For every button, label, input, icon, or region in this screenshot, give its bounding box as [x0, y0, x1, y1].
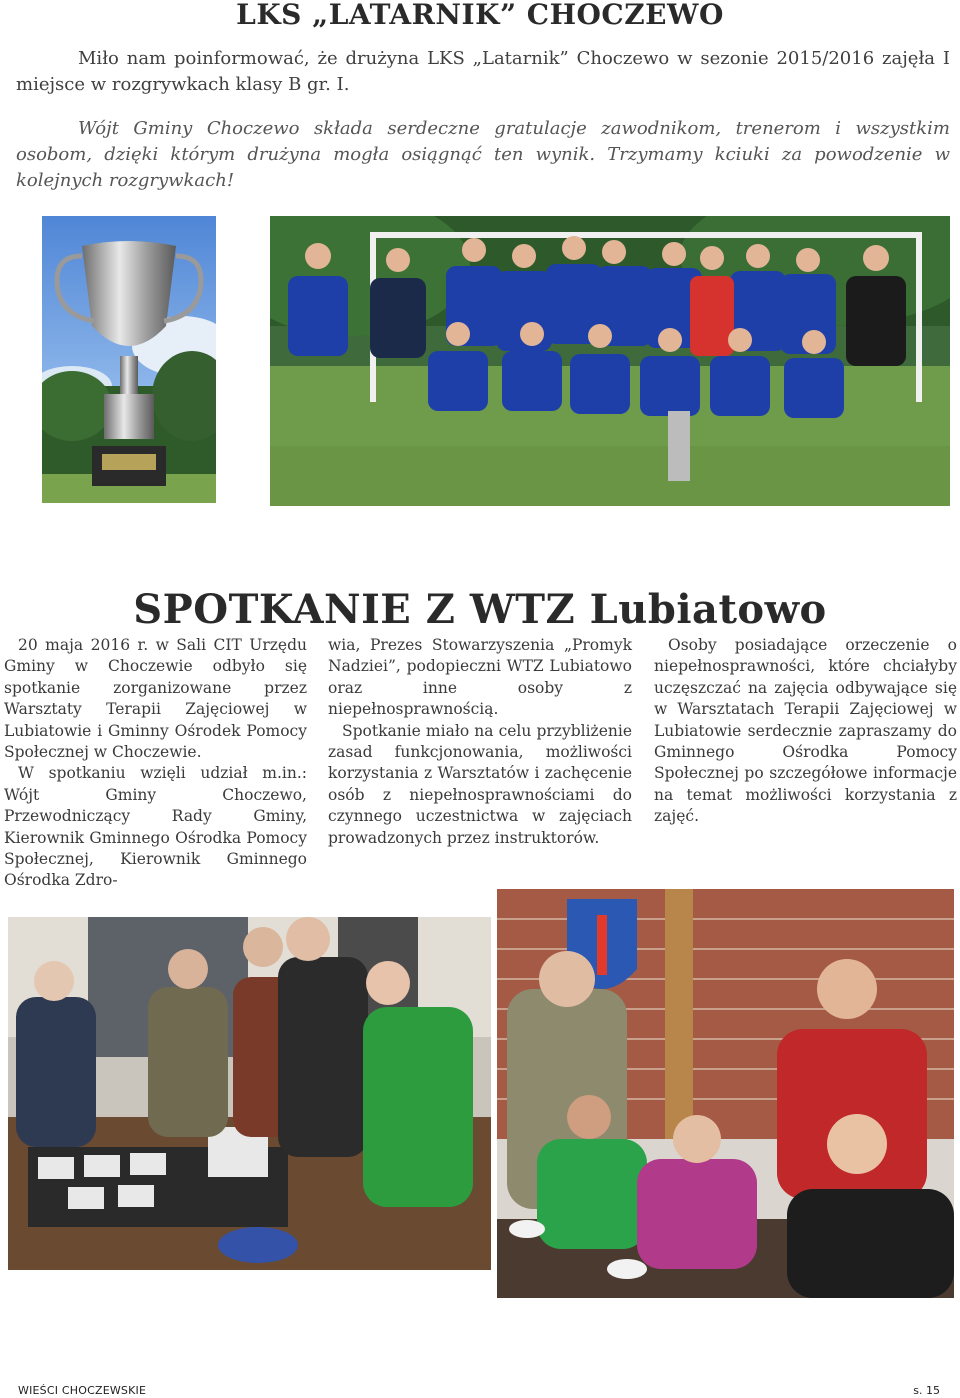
col2-paragraph-1: wia, Prezes Stowarzyszenia „Promyk Nadziei”, podopieczni WTZ Lubiatowo oraz inne osoby z niepełnosprawnością.: [328, 636, 632, 719]
col1-paragraph-1: 20 maja 2016 r. w Sali CIT Urzędu Gminy w Choczewie odbyło się spotkanie zorganizowane przez Warsztaty Terapii Zajęciowej w Lubiatowie i Gminny Ośrodek Pomocy Społecznej w Choczewie.: [4, 636, 307, 762]
article2-column-3: [654, 635, 957, 828]
meeting-photo-right: [497, 889, 954, 1298]
article-paragraph-congratulations: Wójt Gminy Choczewo składa serdeczne gratulacje zawodnikom, trenerom i wszystkim osobom, dzięki którym drużyna mogła osiągnąć ten wynik. Trzymamy kciuki za powodzenie w kolejnych rozgrywkach!: [16, 118, 950, 191]
meeting-left-illustration: [8, 917, 491, 1270]
article2-column-1: [4, 635, 307, 892]
article2-column-2: [328, 635, 632, 849]
footer-page-number: s. 15: [913, 1384, 940, 1397]
team-photo: [270, 216, 950, 506]
meeting-photo-left: [8, 917, 491, 1270]
article-paragraph-result: Miło nam poinformować, że drużyna LKS „Latarnik” Choczewo w sezonie 2015/2016 zajęła I miejsce w rozgrywkach klasy B gr. I.: [16, 48, 950, 95]
meeting-right-illustration: [497, 889, 954, 1298]
article-title-wtz: SPOTKANIE Z WTZ Lubiatowo: [133, 586, 827, 633]
col2-paragraph-2: Spotkanie miało na celu przybliżenie zasad funkcjonowania, możliwości korzystania z Warsztatów i zachęcenie osób z niepełnosprawnościami do czynnego uczestnictwa w zajęciach prowadzonych przez instruktorów.: [328, 721, 632, 847]
col1-paragraph-2: W spotkaniu wzięli udział m.in.: Wójt Gminy Choczewo, Przewodniczący Rady Gminy, Kierownik Gminnego Ośrodka Pomocy Społecznej, Kierownik Gminnego Ośrodka Zdro-: [4, 764, 307, 890]
footer-publication-name: WIEŚCI CHOCZEWSKIE: [18, 1384, 147, 1397]
trophy-illustration: [42, 216, 216, 503]
trophy-photo: [42, 216, 216, 503]
team-illustration: [270, 216, 950, 506]
col3-paragraph-1: Osoby posiadające orzeczenie o niepełnosprawności, które chciałyby uczęszczać na zajęcia odbywające się w Warsztatach Terapii Zajęciowej w Lubiatowie serdecznie zapraszamy do Gminnego Ośrodka Pomocy Społecznej po szczegółowe informacje na temat możliwości korzystania z zajęć.: [654, 636, 957, 826]
article-title-latarnik: LKS „LATARNIK” CHOCZEWO: [236, 0, 724, 31]
